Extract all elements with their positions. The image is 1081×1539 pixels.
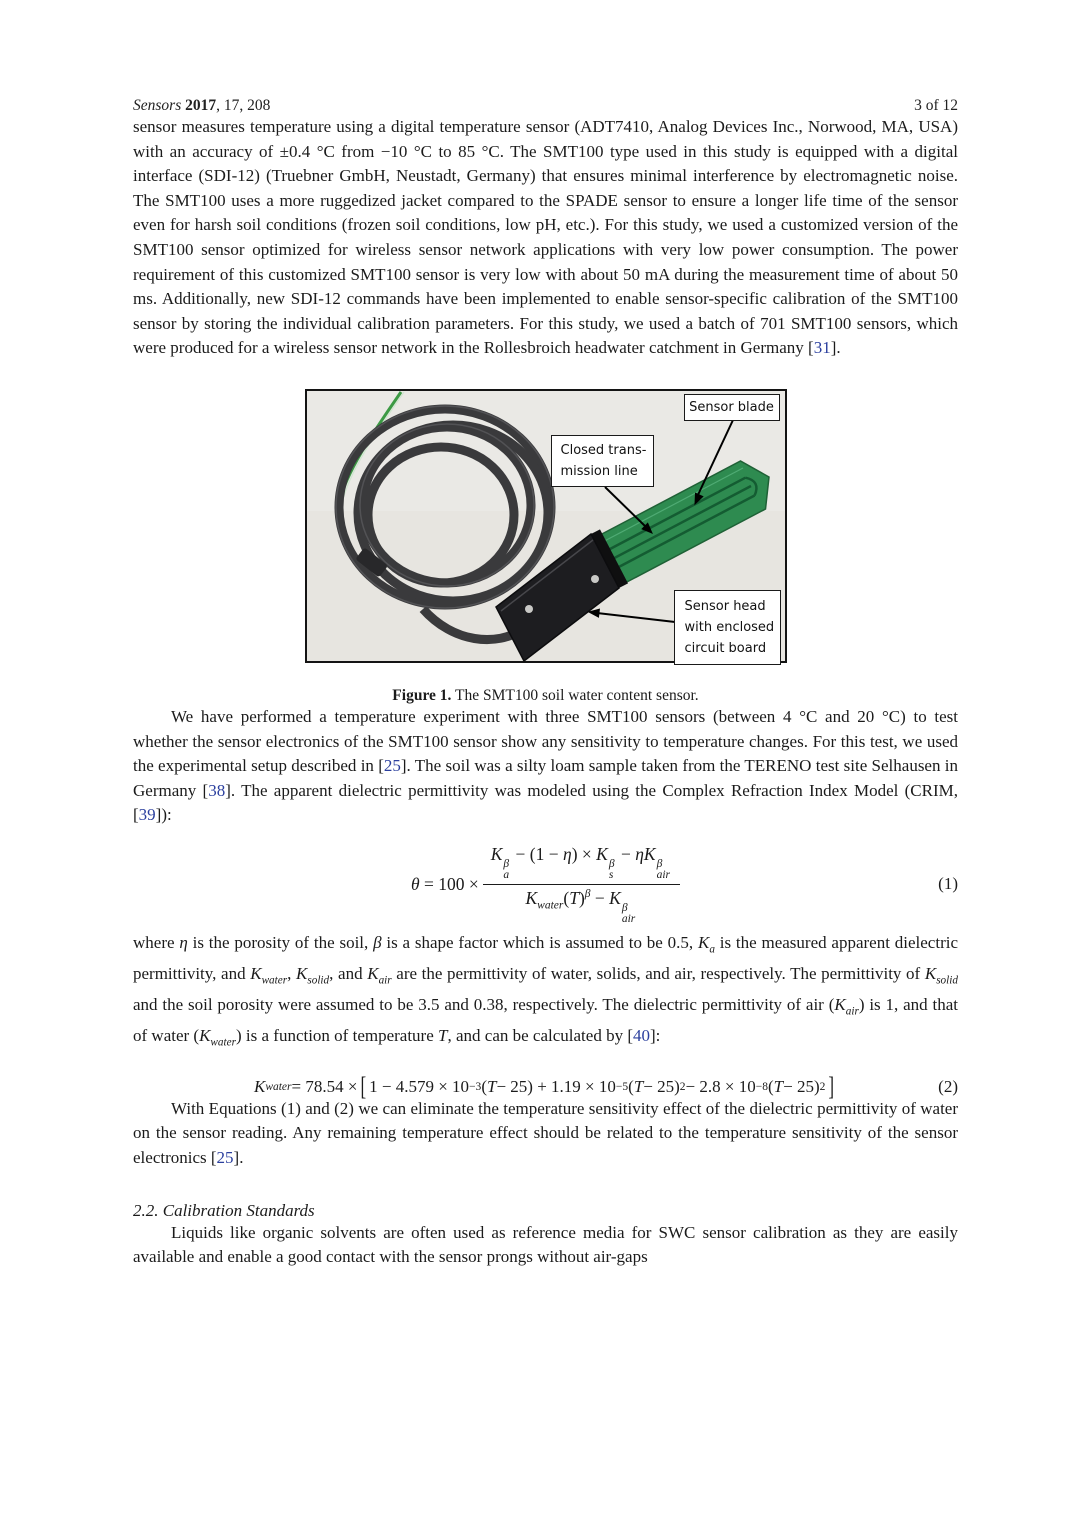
equation-2 xyxy=(133,1071,958,1101)
paragraph-calibration-standards-intro: Liquids like organic solvents are often used as reference media for SWC sensor calibration as they are easily available and enable a good contact with the sensor prongs without air-gaps xyxy=(133,1222,958,1267)
paragraph-equations-discussion: With Equations (1) and (2) we can eliminate the temperature sensitivity effect of the dielectric permittivity of water on the sensor reading. Any remaining temperature effect should be related to the temperature sensitivity of the sensor electronics [25]. xyxy=(133,1098,958,1168)
section-heading-calibration-standards: 2.2. Calibration Standards xyxy=(133,1200,315,1220)
equation-2-expression: K water = 78.54 × [ 1 − 4.579 × 10 −3 ( T − 25) + 1.19 × 10 −5 ( T − 25) 2 − 2.8 × 10 −8 ( T − 25) 2 ] xyxy=(253,1071,835,1101)
screw xyxy=(525,605,533,613)
label-closed-transmission-line: Closed trans- mission line xyxy=(551,435,654,487)
page-number: 3 of 12 xyxy=(914,97,958,114)
bold-label: 2017 xyxy=(185,97,217,114)
figure-1 xyxy=(305,389,787,663)
bracket: [ xyxy=(360,1071,367,1101)
citation-link[interactable]: 38 xyxy=(208,780,226,800)
stacked-script: β air xyxy=(656,857,670,881)
citation-link[interactable]: 25 xyxy=(216,1148,234,1168)
equation-1-denominator: $K_{water}(T)^\beta - K$ β air xyxy=(525,887,636,925)
label-sensor-head: Sensor head with enclosed circuit board xyxy=(674,590,781,665)
equation-1-fraction xyxy=(483,844,680,925)
citation-link[interactable]: 25 xyxy=(383,756,401,776)
equation-2-number: (2) xyxy=(938,1076,958,1096)
page-content-column xyxy=(133,0,958,1270)
math-symbol: $K_{water}$ xyxy=(199,1025,236,1049)
equation-1-lhs: θ = 100 × xyxy=(411,873,479,894)
citation-link[interactable]: 39 xyxy=(138,805,156,825)
italic-term: β xyxy=(373,932,382,952)
figure-caption: Figure 1. The SMT100 soil water content sensor. xyxy=(392,686,699,704)
bold-label: Figure 1. xyxy=(392,686,452,704)
paragraph-crim-parameters: where η is the porosity of the soil, β is a shape factor which is assumed to be 0.5, $K_a$ is the measured apparent dielectric permittivity, and $K_{water}$, $K_{solid}$, and $K_{air}$ are the permittivity of water, solids, and air, respectively. The permittivity of $K_{solid}$ and the soil porosity were assumed to be 3.5 and 0.38, respectively. The dielectric permittivity of air $(K_{air})$ is 1, and that of water $(K_{water})$ is a function of temperature T, and can be calculated by [40]: xyxy=(133,932,959,1049)
equation-1-numerator: K β a − (1 − η) × K β s − ηK β air xyxy=(483,844,680,885)
citation-link[interactable]: 40 xyxy=(633,1025,650,1045)
paragraph-sensor-description: sensor measures temperature using a digital temperature sensor (ADT7410, Analog Devices Inc., Norwood, MA, USA) with an accuracy of ±0.4 °C from −10 °C to 85 °C. The SMT100 type used in this study is equipped with a digital interface (SDI-12) (Truebner GmbH, Neustadt, Germany) that ensures minimal interference by electromagnetic noise. The SMT100 uses a more ruggedized jacket compared to the SPADE sensor to ensure a longer life time of the sensor even for harsh soil conditions (frozen soil conditions, low pH, etc.). For this study, we used a customized version of the SMT100 sensor optimized for wireless sensor network applications with very low power consumption. The power requirement of this customized SMT100 sensor is very low with about 50 mA during the measurement time of about 50 ms. Additionally, new SDI-12 commands have been implemented to enable sensor-specific calibration of the SMT100 sensor by storing the individual calibration parameters. For this study, we used a batch of 701 SMT100 sensors, which were produced for a wireless sensor network in the Rollesbroich headwater catchment in Germany [31]. xyxy=(133,117,958,358)
math-symbol: $K_{air}$ xyxy=(834,994,859,1018)
math-symbol: $K_{air}$ xyxy=(367,963,392,987)
stacked-script: β a xyxy=(503,857,510,881)
math-symbol: $K_{solid}$ xyxy=(296,963,330,987)
journal-citation: Sensors 2017, 17, 208 xyxy=(133,97,271,114)
math-symbol: $K_a$ xyxy=(697,932,715,956)
citation-link[interactable]: 31 xyxy=(813,338,831,358)
italic-term: Sensors xyxy=(133,97,186,114)
label-sensor-blade: Sensor blade xyxy=(684,394,780,421)
bracket: ] xyxy=(828,1071,835,1101)
math-symbol: $K_{solid}$ xyxy=(924,963,959,987)
stacked-script: β s xyxy=(608,857,615,881)
equation-1-number: (1) xyxy=(938,874,958,894)
stacked-script: β air xyxy=(621,901,636,925)
italic-term: T xyxy=(438,1025,448,1045)
equation-1 xyxy=(133,844,958,925)
running-header xyxy=(133,0,958,115)
screw xyxy=(591,575,599,583)
paragraph-temperature-experiment: We have performed a temperature experiment with three SMT100 sensors (between 4 °C and 20 °C) to test whether the sensor electronics of the SMT100 sensor show any sensitivity to temperature changes. For this test, we used the experimental setup described in [25]. The soil was a silty loam sample taken from the TERENO test site Selhausen in Germany [38]. The apparent dielectric permittivity was modeled using the Complex Refraction Index Model (CRIM, [39]): xyxy=(133,706,959,825)
italic-term: η xyxy=(179,932,188,952)
math-symbol: $K_{water}$ xyxy=(250,963,288,987)
